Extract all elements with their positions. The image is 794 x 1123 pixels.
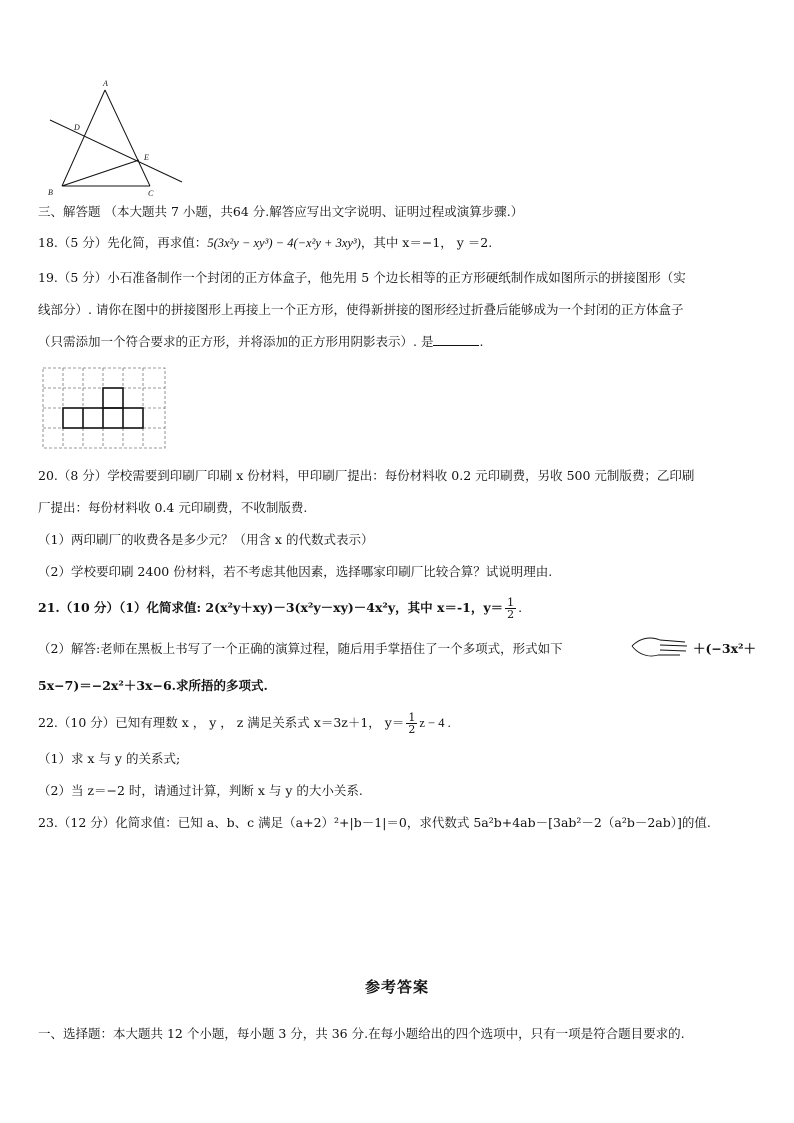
q22-sub2: （2）当 z＝−2 时，请通过计算，判断 x 与 y 的大小关系.: [38, 783, 363, 798]
q21-part1-text: 21.（10 分）（1）化简求值: 2(x²y＋xy)－3(x²y－xy)－4x²y，其中 x＝-1，y＝: [38, 600, 504, 615]
answer-heading: 参考答案: [364, 978, 429, 996]
q21-after-hand: ＋(−3x²＋: [693, 641, 757, 656]
q20-sub1: （1）两印刷厂的收费各是多少元？（用含 x 的代数式表示）: [38, 532, 374, 547]
q21-fraction: $\frac{1}{2}$: [507, 596, 515, 621]
segment-be: [62, 160, 139, 186]
q18-expression: 5(3x²y − xy³) − 4(−x²y + 3xy³): [207, 236, 361, 250]
cube-net-grid[interactable]: [42, 367, 168, 451]
q18-prefix: 18.（5 分）先化简，再求值：: [38, 235, 208, 250]
q20-sub2: （2）学校要印刷 2400 份材料，若不考虑其他因素，选择哪家印刷厂比较合算？试说明理由.: [38, 564, 553, 579]
q21-part1: 21.（10 分）（1）化简求值: 2(x²y＋xy)－3(x²y－xy)－4x²y，其中 x＝-1，y＝ $\frac{1}{2}$ .: [38, 596, 523, 621]
q18-suffix: ，其中 x＝−1， y ＝2.: [360, 235, 493, 250]
q19-line3: [38, 334, 483, 350]
q19-line3-text: （只需添加一个符合要求的正方形，并将添加的正方形用阴影表示）. 是: [38, 334, 434, 349]
section1-heading: 一、选择题：本大题共 12 个小题，每小题 3 分，共 36 分.在每小题给出的四个选项中，只有一项是符合题目要求的.: [38, 1026, 685, 1041]
hand-icon: [630, 632, 690, 662]
label-b: B: [48, 188, 53, 197]
label-a: A: [103, 79, 108, 88]
q19-line1: 19.（5 分）小石准备制作一个封闭的正方体盒子，他先用 5 个边长相等的正方形硬纸制作成如图所示的拼接图形（实: [38, 270, 686, 285]
q20-line1: 20.（8 分）学校需要到印刷厂印刷 x 份材料，甲印刷厂提出：每份材料收 0.2 元印刷费，另收 500 元制版费；乙印刷: [38, 468, 695, 483]
side-ab: [62, 90, 105, 186]
q19-line2: 线部分）. 请你在图中的拼接图形上再接上一个正方形，使得新拼接的图形经过折叠后能够成为一个封闭的正方体盒子: [38, 302, 684, 317]
line-de: [50, 120, 182, 182]
question-18: [38, 235, 492, 251]
question-23: 23.（12 分）化简求值：已知 a、b、c 满足（a+2）²+|b－1|＝0，求代数式 5a²b+4ab－[3ab²－2（a²b－2ab）]的值.: [38, 815, 711, 830]
q19-line3-end: .: [479, 334, 484, 349]
q21-part2-line2: 5x−7)＝−2x²＋3x−6.求所捂的多项式.: [38, 678, 268, 693]
net-top-square: [103, 388, 123, 408]
label-d: D: [74, 123, 80, 132]
triangle-figure: [40, 78, 190, 200]
q21-part2-text: （2）解答:老师在黑板上书写了一个正确的演算过程，随后用手掌捂住了一个多项式，形式如下: [38, 641, 563, 656]
q22-sub1: （1）求 x 与 y 的关系式;: [38, 751, 181, 766]
q20-line2: 厂提出：每份材料收 0.4 元印刷费，不收制版费.: [38, 500, 308, 515]
section3-heading: 三、解答题 （本大题共 7 小题，共64 分.解答应写出文字说明、证明过程或演算步骤.）: [38, 204, 524, 219]
label-e: E: [144, 153, 149, 162]
q22-line1: [38, 712, 451, 735]
answer-blank[interactable]: [433, 334, 479, 346]
q21-part2-line1: [38, 641, 563, 657]
q22-fraction: $\frac{1}{2}$: [408, 711, 416, 736]
q22-suffix: z − 4 .: [419, 716, 451, 730]
q22-text: 22.（10 分）已知有理数 x ， y ， z 满足关系式 x＝3z＋1， y＝: [38, 715, 405, 730]
label-c: C: [148, 189, 154, 198]
